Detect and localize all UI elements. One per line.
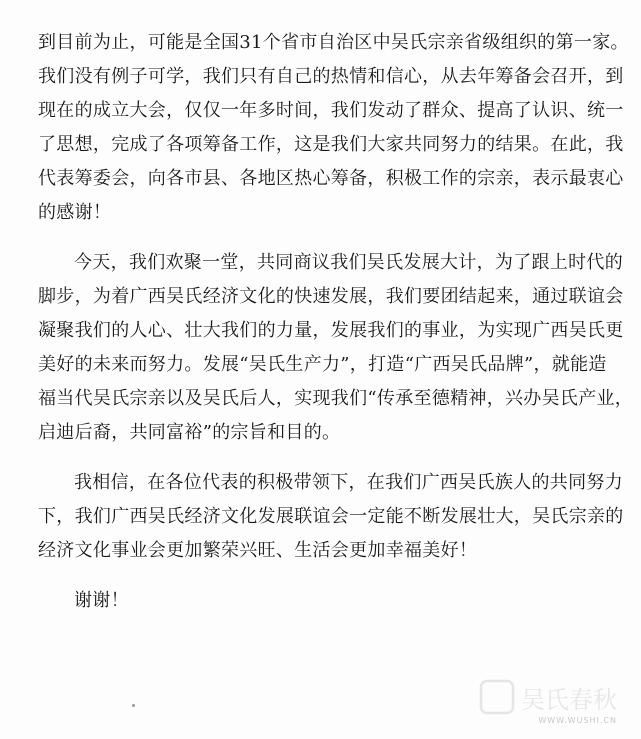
text-line-12: 启迪后裔，共同富裕”的宗旨和目的。	[38, 422, 341, 443]
text-line-1: 到目前为止，可能是全国31个省市自治区中吴氏宗亲省级组织的第一家。	[38, 32, 629, 53]
text-line-13: 我相信，在各位代表的积极带领下，在我们广西吴氏族人的共同努力	[74, 472, 623, 493]
watermark-subtext: WWW.WUSHI.CN	[538, 716, 617, 725]
text-line-3: 现在的成立大会，仅仅一年多时间，我们发动了群众、提高了认识、统一	[38, 100, 624, 121]
text-line-2: 我们没有例子可学，我们只有自己的热情和信心，从去年筹备会召开，到	[38, 66, 624, 87]
text-line-5: 代表筹委会，向各市县、各地区热心筹备，积极工作的宗亲，表示最衷心	[38, 168, 624, 189]
text-line-6: 的感谢！	[38, 202, 112, 223]
text-line-16: 谢谢！	[74, 590, 129, 611]
text-line-15: 经济文化事业会更加繁荣兴旺、生活会更加幸福美好！	[38, 540, 478, 561]
text-line-9: 凝聚我们的人心、壮大我们的力量，发展我们的事业，为实现广西吴氏更	[38, 320, 624, 341]
text-line-7: 今天，我们欢聚一堂，共同商议我们吴氏发展大计，为了跟上时代的	[74, 252, 623, 273]
text-line-14: 下，我们广西吴氏经济文化发展联谊会一定能不断发展壮大，吴氏宗亲的	[38, 506, 624, 527]
scan-speck	[132, 704, 135, 707]
watermark-text: 吴氏春秋	[521, 686, 617, 714]
text-line-4: 了思想，完成了各项筹备工作，这是我们大家共同努力的结果。在此，我	[38, 134, 624, 155]
text-line-10: 美好的未来而努力。发展“吴氏生产力”，打造“广西吴氏品牌”，就能造	[38, 354, 607, 375]
text-line-8: 脚步，为着广西吴氏经济文化的快速发展，我们要团结起来，通过联谊会	[38, 286, 624, 307]
text-line-11: 福当代吴氏宗亲以及吴氏后人，实现我们“传承至德精神，兴办吴氏产业，	[38, 388, 634, 409]
